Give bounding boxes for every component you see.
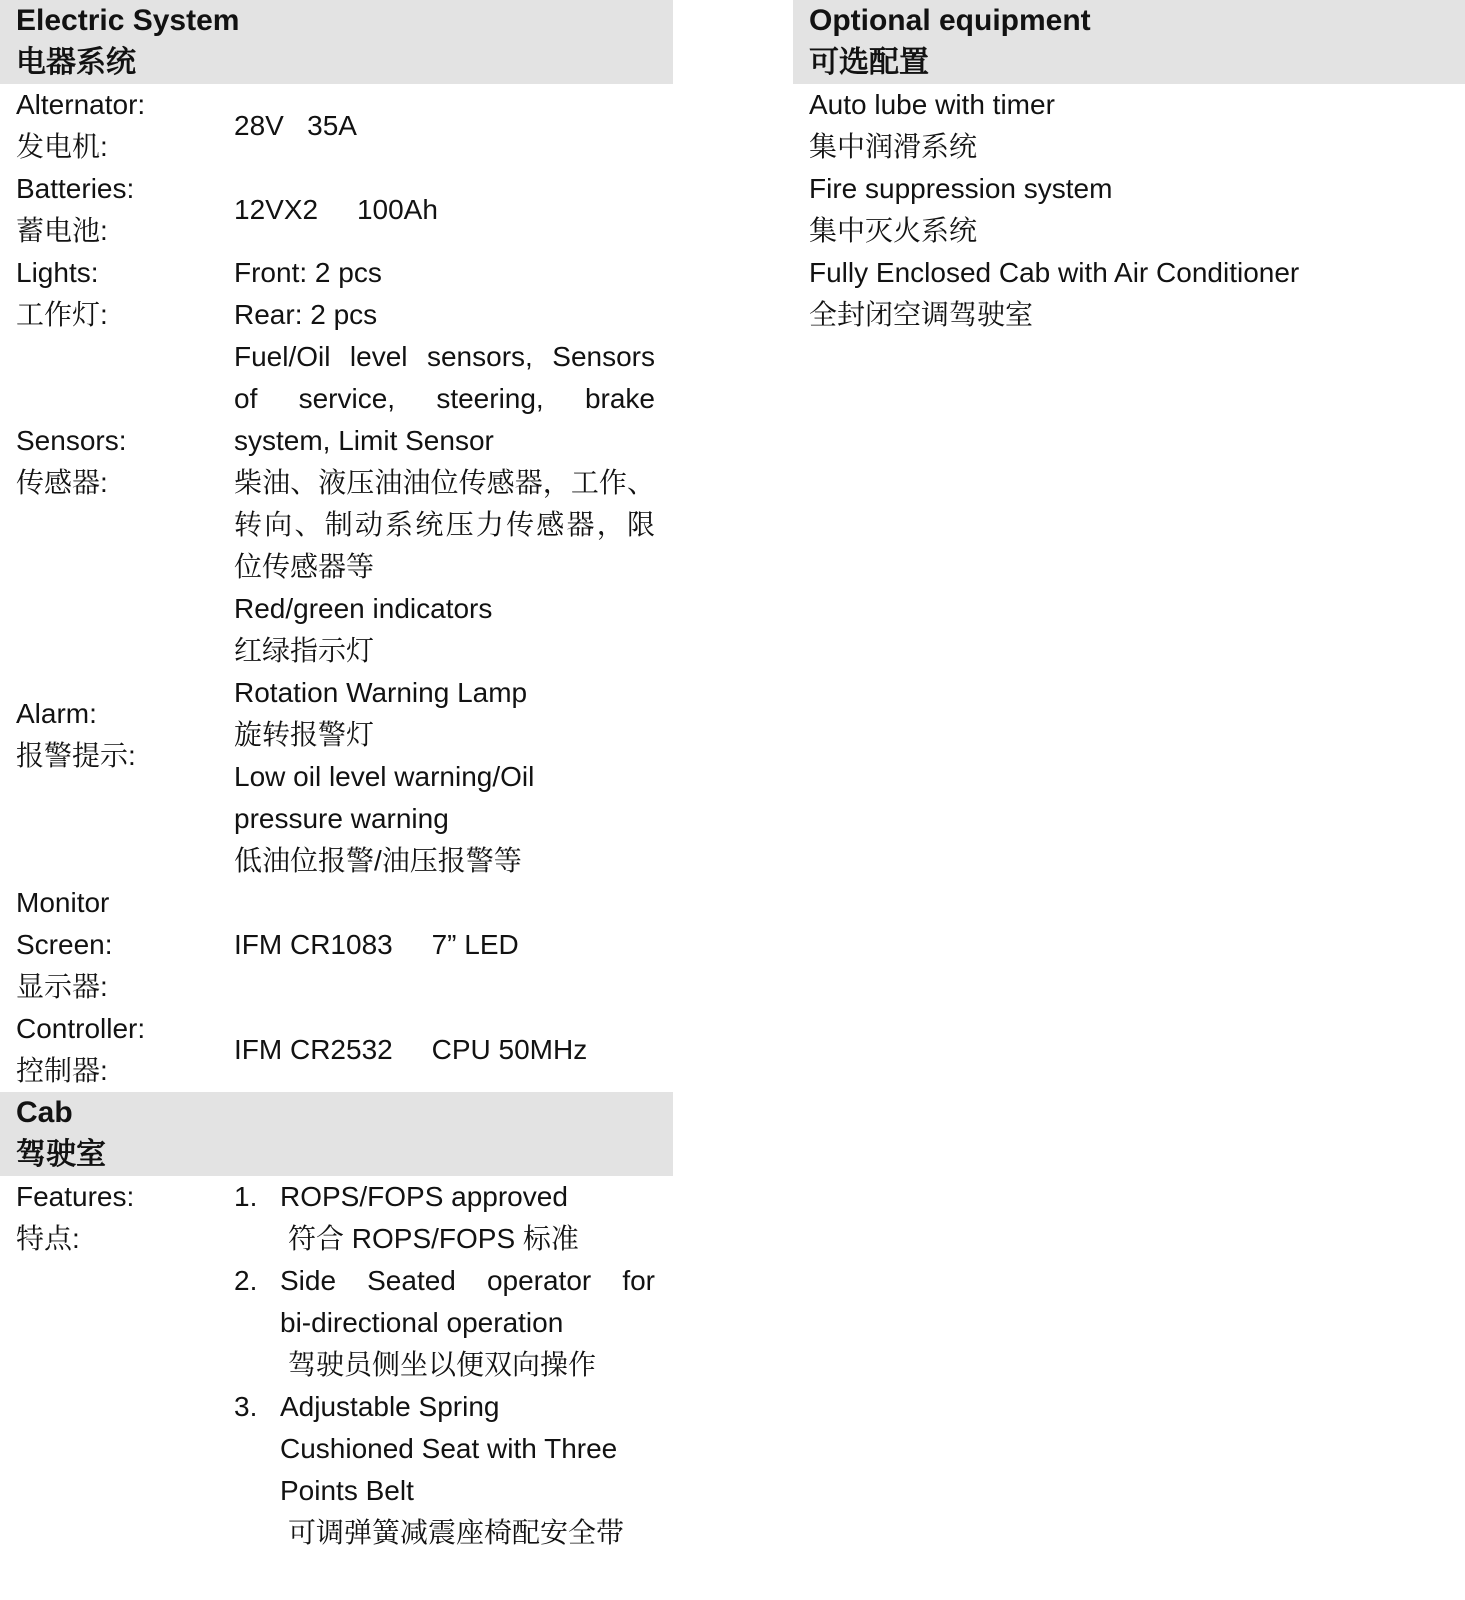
section-title-en: Optional equipment: [809, 4, 1091, 37]
feature-text: [280, 1260, 655, 1386]
feature-text: [280, 1386, 655, 1554]
value-line: IFM CR2532 CPU 50MHz: [234, 1034, 588, 1065]
feature-number: 3.: [234, 1391, 258, 1422]
section-header-optional-equipment: [793, 0, 1465, 84]
spec-label: [0, 168, 234, 252]
label-zh: 显示器:: [16, 971, 108, 1002]
feature-number: 2.: [234, 1265, 258, 1296]
feature-line: 可调弹簧减震座椅配安全带: [288, 1517, 625, 1548]
spec-label: [0, 1176, 234, 1260]
spec-value: [234, 336, 655, 588]
option-item: Auto lube with timer: [809, 89, 1055, 120]
value-line: 低油位报警/油压报警等: [234, 845, 522, 876]
value-line: 红绿指示灯: [234, 635, 375, 666]
label-zh: 发电机:: [16, 131, 108, 162]
feature-line: Points Belt: [280, 1475, 414, 1506]
label-zh: 报警提示:: [16, 740, 136, 771]
feature-line: ROPS/FOPS approved: [280, 1181, 568, 1212]
optional-equipment-column: [793, 0, 1465, 336]
section-title-zh: 电器系统: [16, 46, 136, 79]
section-title-zh: 驾驶室: [16, 1138, 106, 1171]
label-zh: 蓄电池:: [16, 215, 108, 246]
feature-number: 1.: [234, 1181, 258, 1212]
spec-value: [234, 924, 655, 966]
spec-row-batteries: [0, 168, 673, 252]
value-line: Low oil level warning/Oil: [234, 761, 535, 792]
feature-line: Cushioned Seat with Three: [280, 1433, 618, 1464]
label-zh: 控制器:: [16, 1055, 108, 1086]
feature-item-2: [234, 1260, 655, 1386]
spec-label: [0, 693, 234, 777]
section-title-zh: 可选配置: [809, 46, 929, 79]
spec-value: [234, 189, 655, 231]
label-zh: 传感器:: [16, 467, 108, 498]
spec-value: [234, 105, 655, 147]
spec-label: [0, 1008, 234, 1092]
feature-line: 驾驶员侧坐以便双向操作: [288, 1349, 597, 1380]
feature-line: 符合 ROPS/FOPS 标准: [288, 1223, 579, 1254]
value-line: 28V 35A: [234, 110, 357, 141]
spec-row-features: [0, 1176, 673, 1554]
label-en: Sensors:: [16, 425, 127, 456]
spec-value: [234, 252, 655, 336]
spec-value: [234, 1029, 655, 1071]
label-en: Monitor: [16, 887, 110, 918]
value-line: 旋转报警灯: [234, 719, 375, 750]
spec-row-alternator: [0, 84, 673, 168]
label-en: Lights:: [16, 257, 99, 288]
label-en: Alarm:: [16, 698, 97, 729]
section-header-electric-system: [0, 0, 673, 84]
value-line: IFM CR1083 7” LED: [234, 929, 519, 960]
option-item: Fire suppression system: [809, 173, 1113, 204]
label-zh: 工作灯:: [16, 299, 108, 330]
section-title-en: Electric System: [16, 4, 240, 37]
spec-label: [0, 882, 234, 1008]
section-header-cab: [0, 1092, 673, 1176]
spec-row-alarm: [0, 588, 673, 882]
feature-line: bi-directional operation: [280, 1307, 564, 1338]
label-zh: 特点:: [16, 1223, 80, 1254]
feature-text: [280, 1176, 655, 1260]
label-en: Alternator:: [16, 89, 146, 120]
option-item: 全封闭空调驾驶室: [809, 299, 1034, 330]
feature-item-3: [234, 1386, 655, 1554]
value-line: Rear: 2 pcs: [234, 299, 378, 330]
section-title-en: Cab: [16, 1096, 73, 1129]
value-line: pressure warning: [234, 803, 449, 834]
feature-line: Adjustable Spring: [280, 1391, 500, 1422]
label-en: Batteries:: [16, 173, 135, 204]
value-line: Front: 2 pcs: [234, 257, 382, 288]
value-line: 位传感器等: [234, 551, 375, 582]
label-en: Controller:: [16, 1013, 146, 1044]
value-line: Red/green indicators: [234, 593, 493, 624]
feature-item-1: [234, 1176, 655, 1260]
option-item: 集中灭火系统: [809, 215, 978, 246]
value-line: 12VX2 100Ah: [234, 194, 438, 225]
spec-label: [0, 84, 234, 168]
spec-value: [234, 588, 655, 882]
spec-row-monitor-screen: [0, 882, 673, 1008]
spec-row-controller: [0, 1008, 673, 1092]
value-line: 转向、制动系统压力传感器，限: [234, 509, 655, 540]
label-en: Screen:: [16, 929, 113, 960]
electric-system-column: [0, 0, 673, 1554]
label-en: Features:: [16, 1181, 135, 1212]
feature-line: Side Seated operator for: [280, 1265, 655, 1296]
spec-row-lights: [0, 252, 673, 336]
spec-label: [0, 420, 234, 504]
option-item: 集中润滑系统: [809, 131, 978, 162]
value-line: system, Limit Sensor: [234, 425, 494, 456]
spec-label: [0, 252, 234, 336]
value-line: of service, steering, brake: [234, 383, 655, 414]
spec-row-sensors: [0, 336, 673, 588]
value-line: 柴油、液压油油位传感器，工作、: [234, 467, 655, 498]
option-item: Fully Enclosed Cab with Air Conditioner: [809, 257, 1300, 288]
value-line: Rotation Warning Lamp: [234, 677, 528, 708]
value-line: Fuel/Oil level sensors, Sensors: [234, 341, 655, 372]
features-list: [234, 1176, 655, 1554]
